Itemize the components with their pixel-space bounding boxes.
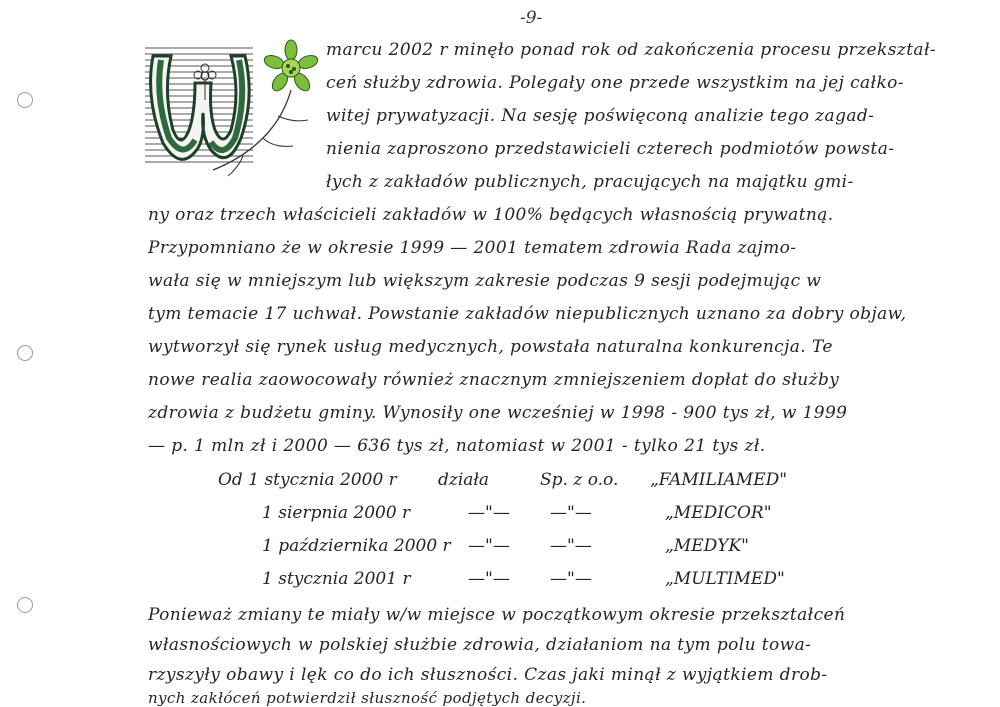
punch-hole bbox=[17, 92, 33, 108]
text-line: Ponieważ zmiany te miały w/w miejsce w początkowym okresie przekształceń bbox=[148, 605, 846, 625]
list-date: 1 sierpnia 2000 r bbox=[262, 503, 411, 523]
list-form: Sp. z o.o. bbox=[540, 470, 619, 490]
text-line: Przypomniano że w okresie 1999 — 2001 tematem zdrowia Rada zajmo- bbox=[148, 238, 797, 258]
text-line: — p. 1 mln zł i 2000 — 636 tys zł, natomiast w 2001 - tylko 21 tys zł. bbox=[148, 436, 766, 456]
list-date: Od 1 stycznia 2000 r bbox=[218, 470, 397, 490]
punch-hole bbox=[17, 345, 33, 361]
page-number: -9- bbox=[520, 8, 543, 28]
list-date: 1 stycznia 2001 r bbox=[262, 569, 411, 589]
list-verb: —"— bbox=[468, 536, 510, 556]
list-verb: —"— bbox=[468, 503, 510, 523]
list-form: —"— bbox=[550, 536, 592, 556]
text-line: zdrowia z budżetu gminy. Wynosiły one wcześniej w 1998 - 900 tys zł, w 1999 bbox=[148, 403, 848, 423]
list-form: —"— bbox=[550, 503, 592, 523]
text-line: własnościowych w polskiej służbie zdrowia, działaniom na tym polu towa- bbox=[148, 635, 812, 655]
text-line: marcu 2002 r minęło ponad rok od zakończenia procesu przekształ- bbox=[326, 40, 937, 60]
text-line: nowe realia zaowocowały również znacznym zmniejszeniem dopłat do służby bbox=[148, 370, 840, 390]
list-verb: działa bbox=[438, 470, 490, 490]
list-verb: —"— bbox=[468, 569, 510, 589]
text-line: witej prywatyzacji. Na sesję poświęconą analizie tego zagad- bbox=[326, 106, 875, 126]
text-line: łych z zakładów publicznych, pracujących na majątku gmi- bbox=[326, 172, 854, 192]
text-line: nienia zaproszono przedstawicieli czterech podmiotów powsta- bbox=[326, 139, 895, 159]
text-line: nych zakłóceń potwierdził słuszność podjętych decyzji. bbox=[148, 689, 587, 707]
text-line: wała się w mniejszym lub większym zakresie podczas 9 sesji podejmując w bbox=[148, 271, 822, 291]
decorative-initial-icon bbox=[143, 38, 343, 183]
text-line: wytworzył się rynek usług medycznych, powstała naturalna konkurencja. Te bbox=[148, 337, 833, 357]
punch-hole bbox=[17, 597, 33, 613]
text-line: ceń służby zdrowia. Polegały one przede wszystkim na jej całko- bbox=[326, 73, 904, 93]
list-name: „MEDYK" bbox=[665, 536, 749, 556]
text-line: tym temacie 17 uchwał. Powstanie zakładów niepublicznych uznano za dobry objaw, bbox=[148, 304, 907, 324]
text-line: ny oraz trzech właścicieli zakładów w 100% będących własnością prywatną. bbox=[148, 205, 834, 225]
list-name: „MEDICOR" bbox=[665, 503, 772, 523]
list-form: —"— bbox=[550, 569, 592, 589]
list-name: „MULTIMED" bbox=[665, 569, 785, 589]
list-date: 1 października 2000 r bbox=[262, 536, 451, 556]
list-name: „FAMILIAMED" bbox=[650, 470, 788, 490]
text-line: rzyszyły obawy i lęk co do ich słuszności. Czas jaki minął z wyjątkiem drob- bbox=[148, 665, 828, 685]
